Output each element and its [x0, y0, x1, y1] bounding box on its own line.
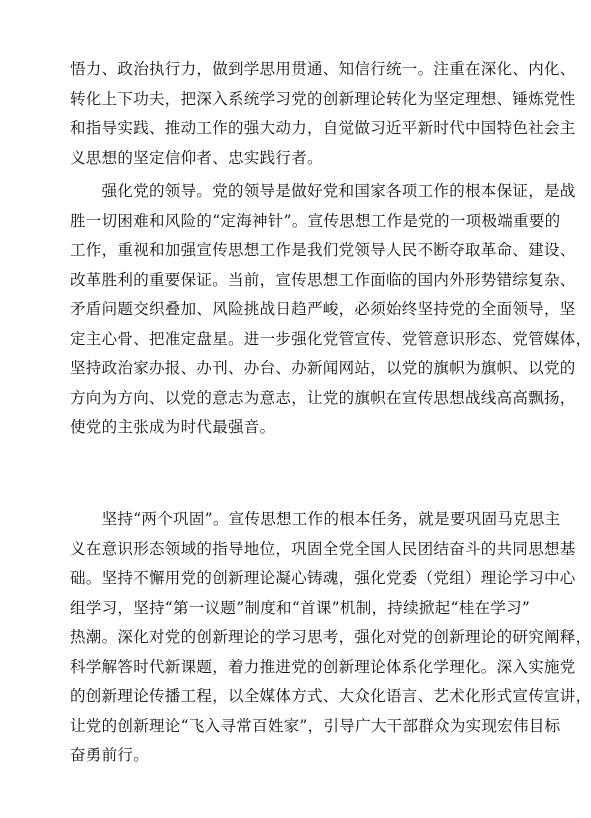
text-line: 转化上下功夫，把深入系统学习党的创新理论转化为坚定理想、锤炼党性 — [70, 89, 576, 108]
text-line: 义在意识形态领域的指导地位，巩固全党全国人民团结奋斗的共同思想基 — [70, 539, 576, 558]
text-line: 强化党的领导。党的领导是做好党和国家各项工作的根本保证，是战 — [70, 182, 576, 200]
text-line: 让党的创新理论“飞入寻常百姓家”，引导广大干部群众为实现宏伟目标 — [70, 716, 561, 735]
text-line: 改革胜利的重要保证。当前，宣传思想工作面临的国内外形势错综复杂、 — [70, 270, 576, 289]
text-line: 科学解答时代新课题，着力推进党的创新理论体系化学理化。深入实施党 — [70, 657, 576, 676]
text-line: 础。坚持不懈用党的创新理论凝心铸魂，强化党委（党组）理论学习中心 — [70, 569, 576, 587]
text-line: 悟力、政治执行力，做到学思用贯通、知信行统一。注重在深化、内化、 — [70, 60, 576, 78]
text-line: 使党的主张成为时代最强音。 — [70, 418, 276, 436]
text-line: 矛盾问题交织叠加、风险挑战日趋严峻，必须始终坚持党的全面领导，坚 — [70, 300, 576, 318]
text-line: 组学习，坚持“第一议题”制度和“首课”机制，持续掀起“桂在学习” — [70, 598, 531, 617]
text-line: 坚持“两个巩固”。宣传思想工作的根本任务，就是要巩固马克思主 — [70, 510, 561, 528]
text-line: 定主心骨、把准定盘星。进一步强化党管宣传、党管意识形态、党管媒体， — [70, 329, 591, 348]
text-line: 热潮。深化对党的创新理论的学习思考，强化对党的创新理论的研究阐释， — [70, 628, 591, 646]
paragraph-1 — [70, 55, 576, 173]
text-line: 的创新理论传播工程，以全媒体方式、大众化语言、艺术化形式宣传宣讲， — [70, 687, 591, 705]
text-line: 和指导实践、推动工作的强大动力，自觉做习近平新时代中国特色社会主 — [70, 119, 576, 137]
text-line: 工作，重视和加强宣传思想工作是我们党领导人民不断夺取革命、建设、 — [70, 241, 576, 259]
text-line: 义思想的坚定信仰者、忠实践行者。 — [70, 148, 323, 167]
paragraph-3 — [70, 505, 591, 771]
text-line: 坚持政治家办报、办刊、办台、办新闻网站，以党的旗帜为旗帜、以党的 — [70, 359, 576, 377]
paragraph-2 — [70, 177, 591, 443]
text-line: 胜一切困难和风险的“定海神针”。宣传思想工作是党的一项极端重要的 — [70, 211, 561, 230]
text-line: 方向为方向、以党的意志为意志，让党的旗帜在宣传思想战线高高飘扬， — [70, 388, 576, 407]
text-line: 奋勇前行。 — [70, 746, 150, 764]
